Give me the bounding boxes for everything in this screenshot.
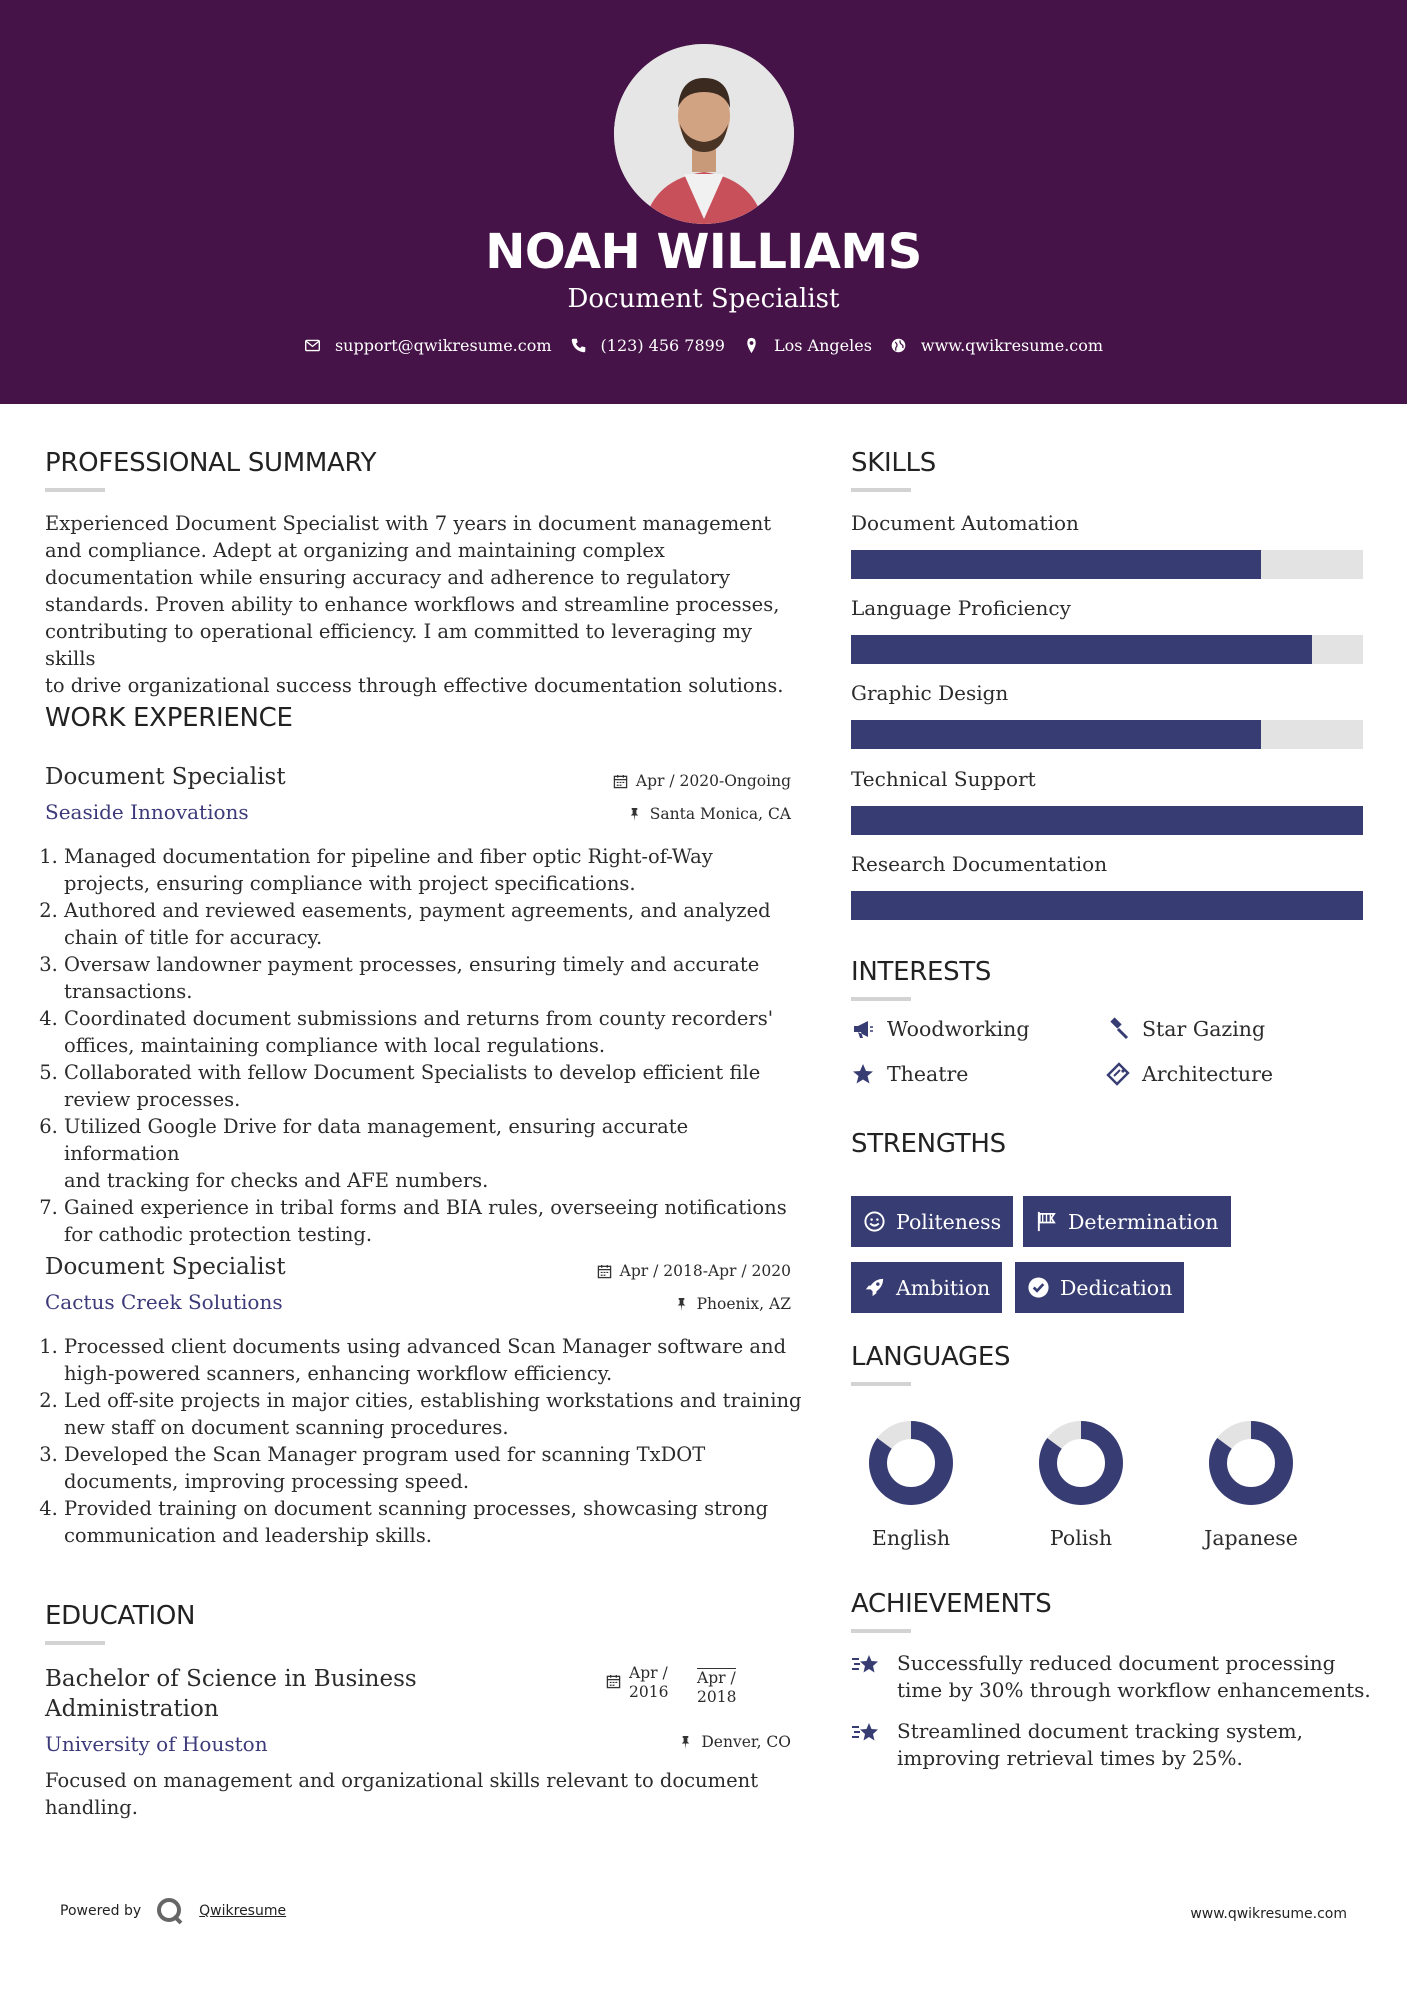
footer-powered-by: [60, 1896, 286, 1926]
job-title: Document Specialist: [45, 764, 286, 790]
degree-line: Administration: [45, 1696, 219, 1722]
skill-label: Language Proficiency: [851, 596, 1071, 620]
skill-bar-fill: [851, 806, 1363, 835]
star-icon: [851, 1062, 875, 1086]
interests-divider: [851, 997, 911, 1001]
job-dates-text: Apr / 2020-Ongoing: [635, 772, 791, 790]
smile-icon: [863, 1210, 886, 1233]
interest-item: [1106, 1062, 1273, 1086]
duty-item: 3. Oversaw landowner payment processes, ensuring timely and accurate transactions.: [64, 951, 805, 1005]
summary-divider: [45, 488, 105, 492]
duty-item: 1. Processed client documents using advanced Scan Manager software and high-powered scanners, enhancing workflow efficiency.: [64, 1333, 805, 1387]
summary-heading: PROFESSIONAL SUMMARY: [45, 448, 377, 478]
interest-item: [1106, 1017, 1265, 1041]
education-dates: [606, 1664, 736, 1707]
job-duties: [45, 843, 805, 1248]
interest-label: Architecture: [1142, 1062, 1274, 1086]
contact-location-text: Los Angeles: [773, 336, 872, 355]
education-start: [629, 1664, 689, 1702]
skill-bar-fill: [851, 635, 1312, 664]
calendar-icon: [606, 1674, 621, 1689]
skill-label: Research Documentation: [851, 852, 1108, 876]
candidate-title: Document Specialist: [567, 284, 840, 314]
rocket-icon: [863, 1276, 886, 1299]
profile-photo: [614, 44, 794, 224]
contact-bar: [0, 336, 1407, 355]
qwikresume-link[interactable]: Qwikresume: [199, 1903, 287, 1919]
summary-line: Experienced Document Specialist with 7 years in document management: [45, 512, 772, 535]
phone-icon: [570, 337, 587, 354]
language-donut: [868, 1420, 954, 1506]
language-item: [851, 1420, 971, 1550]
job-company: Seaside Innovations: [45, 800, 249, 824]
education-end-month: Apr /: [697, 1669, 736, 1687]
education-divider: [45, 1641, 105, 1645]
duty-item: 2. Authored and reviewed easements, payment agreements, and analyzed chain of title for accuracy.: [64, 897, 805, 951]
education-end-year: 2018: [697, 1688, 737, 1706]
job-dates-text: Apr / 2018-Apr / 2020: [619, 1262, 791, 1280]
achievement-item: [851, 1650, 1371, 1704]
skill-label: Document Automation: [851, 511, 1079, 535]
check-circle-icon: [1027, 1276, 1050, 1299]
summary-text: [45, 510, 805, 699]
interest-item: [851, 1062, 968, 1086]
skill-bar: [851, 550, 1363, 579]
pushpin-icon: [674, 1297, 689, 1312]
language-label: English: [871, 1526, 951, 1550]
duty-item: 5. Collaborated with fellow Document Specialists to develop efficient file review processes.: [64, 1059, 805, 1113]
skill-bar-fill: [851, 891, 1363, 920]
achievement-text: Successfully reduced document processing time by 30% through workflow enhancements.: [897, 1651, 1371, 1702]
interest-label: Star Gazing: [1142, 1017, 1266, 1041]
skill-bar-fill: [851, 550, 1261, 579]
contact-location: [743, 336, 872, 355]
contact-website-text[interactable]: www.qwikresume.com: [920, 336, 1104, 355]
achievements-divider: [851, 1629, 911, 1633]
strength-label: Politeness: [896, 1209, 1002, 1234]
gavel-icon: [1106, 1017, 1130, 1041]
megaphone-icon: [851, 1017, 875, 1041]
language-item: [1021, 1420, 1141, 1550]
shooting-star-icon: [851, 1718, 881, 1748]
skill-bar: [851, 806, 1363, 835]
skills-divider: [851, 488, 911, 492]
interest-item: [851, 1017, 1029, 1041]
skill-bar: [851, 720, 1363, 749]
resume-header: [0, 0, 1407, 404]
skill-bar-fill: [851, 720, 1261, 749]
duty-item: 6. Utilized Google Drive for data management, ensuring accurate information and tracking for checks and AFE numbers.: [64, 1113, 805, 1194]
strength-badge: [1023, 1196, 1231, 1247]
powered-by-text: Powered by: [60, 1903, 142, 1919]
map-pin-icon: [743, 337, 760, 354]
school-name: University of Houston: [45, 1732, 268, 1756]
achievement-item: [851, 1718, 1303, 1772]
contact-website[interactable]: [890, 336, 1103, 355]
education-desc-line: handling.: [45, 1796, 138, 1819]
education-start-year: 2016: [629, 1683, 669, 1701]
education-start-month: Apr /: [629, 1664, 668, 1682]
envelope-icon: [304, 337, 321, 354]
skill-bar: [851, 635, 1363, 664]
achievement-text: Streamlined document tracking system, improving retrieval times by 25%.: [897, 1719, 1303, 1770]
summary-line: contributing to operational efficiency. I am committed to leveraging my skills: [45, 620, 753, 670]
strength-label: Determination: [1068, 1209, 1219, 1234]
languages-heading: LANGUAGES: [851, 1342, 1011, 1372]
candidate-name: NOAH WILLIAMS: [485, 224, 922, 280]
skill-bar: [851, 891, 1363, 920]
job-location-text: Santa Monica, CA: [649, 805, 791, 823]
pushpin-icon: [678, 1735, 693, 1750]
strength-badge: [851, 1196, 1013, 1247]
job-location: [674, 1295, 791, 1313]
contact-phone-text[interactable]: (123) 456 7899: [600, 336, 725, 355]
contact-email-text[interactable]: support@qwikresume.com: [334, 336, 552, 355]
duty-item: 4. Coordinated document submissions and returns from county recorders' offices, maintaining compliance with local regulations.: [64, 1005, 805, 1059]
skill-label: Technical Support: [851, 767, 1036, 791]
skills-heading: SKILLS: [851, 448, 936, 478]
language-label: Polish: [1049, 1526, 1113, 1550]
strength-label: Ambition: [896, 1275, 991, 1300]
duty-item: 2. Led off-site projects in major cities, establishing workstations and training new staff on document scanning procedures.: [64, 1387, 805, 1441]
summary-line: to drive organizational success through effective documentation solutions.: [45, 674, 784, 697]
interest-label: Theatre: [887, 1062, 969, 1086]
job-company: Cactus Creek Solutions: [45, 1290, 283, 1314]
language-item: [1191, 1420, 1311, 1550]
duty-item: 7. Gained experience in tribal forms and BIA rules, overseeing notifications for cathodic protection testing.: [64, 1194, 805, 1248]
job-duties: [45, 1333, 805, 1549]
language-label: Japanese: [1204, 1526, 1298, 1550]
strength-badge: [1015, 1262, 1184, 1313]
education-desc-line: Focused on management and organizational skills relevant to document: [45, 1769, 759, 1792]
qwikresume-logo-icon: [155, 1896, 185, 1926]
summary-line: and compliance. Adept at organizing and maintaining complex: [45, 539, 665, 562]
pushpin-icon: [627, 807, 642, 822]
interests-heading: INTERESTS: [851, 957, 992, 987]
skill-label: Graphic Design: [851, 681, 1009, 705]
language-donut: [1208, 1420, 1294, 1506]
job-dates: [613, 772, 791, 790]
education-heading: EDUCATION: [45, 1601, 196, 1631]
strength-badge: [851, 1262, 1002, 1313]
calendar-icon: [613, 774, 628, 789]
strength-label: Dedication: [1060, 1275, 1173, 1300]
education-location: [678, 1733, 791, 1751]
degree-title: [45, 1664, 417, 1724]
avatar: [614, 44, 794, 224]
strengths-heading: STRENGTHS: [851, 1129, 1006, 1159]
job-location-text: Phoenix, AZ: [696, 1295, 791, 1313]
duty-item: 4. Provided training on document scanning processes, showcasing strong communication and leadership skills.: [64, 1495, 805, 1549]
duty-item: 1. Managed documentation for pipeline and fiber optic Right-of-Way projects, ensuring compliance with project specifications.: [64, 843, 805, 897]
education-end: [697, 1668, 736, 1707]
summary-line: documentation while ensuring accuracy and adherence to regulatory: [45, 566, 730, 589]
experience-heading: WORK EXPERIENCE: [45, 703, 293, 733]
tag-icon: [1106, 1062, 1130, 1086]
achievements-heading: ACHIEVEMENTS: [851, 1589, 1052, 1619]
footer-website[interactable]: www.qwikresume.com: [1190, 1906, 1347, 1922]
shooting-star-icon: [851, 1650, 881, 1680]
calendar-icon: [597, 1264, 612, 1279]
degree-line: Bachelor of Science in Business: [45, 1666, 417, 1692]
contact-phone[interactable]: [570, 336, 725, 355]
interest-label: Woodworking: [887, 1017, 1030, 1041]
education-location-text: Denver, CO: [701, 1733, 791, 1751]
contact-email[interactable]: [304, 336, 552, 355]
languages-divider: [851, 1382, 911, 1386]
education-description: [45, 1767, 805, 1821]
duty-item: 3. Developed the Scan Manager program used for scanning TxDOT documents, improving processing speed.: [64, 1441, 805, 1495]
language-donut: [1038, 1420, 1124, 1506]
flag-icon: [1035, 1210, 1058, 1233]
job-dates: [597, 1262, 791, 1280]
summary-line: standards. Proven ability to enhance workflows and streamline processes,: [45, 593, 780, 616]
job-title: Document Specialist: [45, 1254, 286, 1280]
globe-icon: [890, 337, 907, 354]
job-location: [627, 805, 791, 823]
